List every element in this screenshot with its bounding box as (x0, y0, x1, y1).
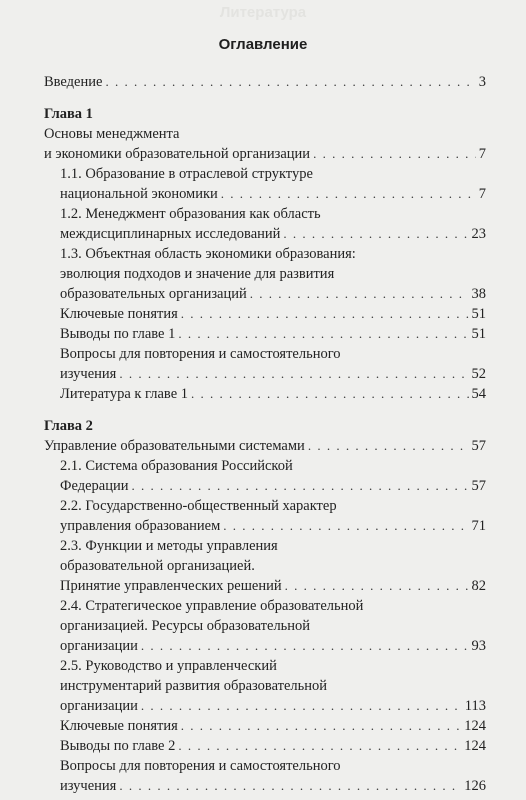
toc-entry-chapter-2[interactable] (44, 436, 486, 456)
toc-entry-questions-2[interactable] (60, 776, 486, 796)
dot-leader (250, 284, 469, 304)
toc-entry-text: Введение (44, 74, 103, 90)
toc-entry-text: 2.4. Стратегическое управление образовательной (60, 598, 364, 614)
dot-leader (178, 324, 468, 344)
toc-page-number: 38 (471, 286, 486, 302)
toc-page-number: 7 (478, 186, 486, 202)
toc-entry-1-3[interactable] (60, 284, 486, 304)
dot-leader (105, 72, 475, 92)
toc-entry-conclusions-1[interactable] (60, 324, 486, 344)
toc-entry-text: Ключевые понятия (60, 306, 178, 322)
toc-entry-text: 2.1. Система образования Российской (60, 458, 293, 474)
toc-entry-literature-1[interactable] (60, 384, 486, 404)
toc-entry-text: Основы менеджмента (44, 126, 180, 142)
toc-entry-introduction[interactable] (44, 72, 486, 92)
toc-page-number: 126 (464, 778, 486, 794)
toc-page-number: 71 (471, 518, 486, 534)
toc-entry-chapter-1[interactable] (44, 144, 486, 164)
toc-entry-text: Выводы по главе 1 (60, 326, 176, 342)
toc-entry-text: эволюция подходов и значение для развития (60, 266, 335, 282)
toc-entry-text: национальной экономики (60, 186, 218, 202)
dot-leader (141, 636, 469, 656)
toc-entry-text: Вопросы для повторения и самостоятельного (60, 758, 341, 774)
dot-leader (313, 144, 476, 164)
dot-leader (141, 696, 462, 716)
toc-page-number: 54 (471, 386, 486, 402)
toc-entry-questions-1[interactable] (60, 364, 486, 384)
dot-leader (283, 224, 468, 244)
toc-entry-text: инструментарий развития образовательной (60, 678, 328, 694)
dot-leader (181, 304, 469, 324)
toc-entry-text: изучения (60, 366, 117, 382)
dot-leader (119, 776, 461, 796)
dot-leader (223, 516, 468, 536)
dot-leader (221, 184, 476, 204)
toc-page-number: 124 (464, 738, 486, 754)
toc-entry-text: организации (60, 698, 138, 714)
toc-entry-2-4[interactable] (60, 636, 486, 656)
toc-entry-text: междисциплинарных исследований (60, 226, 281, 242)
toc-entry-text: 2.2. Государственно-общественный характер (60, 498, 337, 514)
chapter-2-heading: Глава 2 (44, 418, 93, 434)
toc-page-number: 7 (478, 146, 486, 162)
toc-entry-conclusions-2[interactable] (60, 736, 486, 756)
dot-leader (119, 364, 468, 384)
toc-entry-text: образовательных организаций (60, 286, 247, 302)
dot-leader (181, 716, 461, 736)
toc-entry-text: 2.5. Руководство и управленческий (60, 658, 277, 674)
toc-page-number: 52 (471, 366, 486, 382)
toc-entry-key-concepts-1[interactable] (60, 304, 486, 324)
toc-entry-2-3[interactable] (60, 576, 486, 596)
toc-entry-text: Принятие управленческих решений (60, 578, 282, 594)
toc-page-number: 124 (464, 718, 486, 734)
toc-entry-text: 1.3. Объектная область экономики образования: (60, 246, 356, 262)
toc-entry-text: образовательной организацией. (60, 558, 255, 574)
toc-entry-1-2[interactable] (60, 224, 486, 244)
toc-entry-2-2[interactable] (60, 516, 486, 536)
toc-entry-text: Управление образовательными системами (44, 438, 305, 454)
chapter-1-heading: Глава 1 (44, 106, 93, 122)
toc-entry-2-5[interactable] (60, 696, 486, 716)
toc-entry-2-1[interactable] (60, 476, 486, 496)
toc-page-number: 57 (471, 478, 486, 494)
toc-page-number: 57 (471, 438, 486, 454)
toc-entry-text: Федерации (60, 478, 129, 494)
toc-entry-text: организации (60, 638, 138, 654)
dot-leader (285, 576, 469, 596)
toc-entry-text: организацией. Ресурсы образовательной (60, 618, 311, 634)
toc-page-number: 23 (471, 226, 486, 242)
toc-entry-key-concepts-2[interactable] (60, 716, 486, 736)
toc-entry-text: управления образованием (60, 518, 221, 534)
toc-entry-text: Ключевые понятия (60, 718, 178, 734)
dot-leader (131, 476, 468, 496)
toc-entry-text: Литература к главе 1 (60, 386, 189, 402)
page-title: Оглавление (218, 36, 308, 53)
toc-entry-text: 1.1. Образование в отраслевой структуре (60, 166, 313, 182)
toc-entry-1-1[interactable] (60, 184, 486, 204)
dot-leader (178, 736, 461, 756)
toc-entry-text: и экономики образовательной организации (44, 146, 311, 162)
toc-entry-text: изучения (60, 778, 117, 794)
toc-entry-text: 1.2. Менеджмент образования как область (60, 206, 321, 222)
toc-entry-text: Вопросы для повторения и самостоятельного (60, 346, 341, 362)
toc-page-number: 93 (471, 638, 486, 654)
toc-page-number: 51 (471, 326, 486, 342)
toc-entry-text: Выводы по главе 2 (60, 738, 176, 754)
dot-leader (191, 384, 468, 404)
toc-page-number: 82 (471, 578, 486, 594)
toc-page-number: 3 (478, 74, 486, 90)
dot-leader (308, 436, 469, 456)
bleed-through-header: Литература (219, 4, 307, 21)
toc-page-number: 113 (464, 698, 486, 714)
toc-page-number: 51 (471, 306, 486, 322)
toc-entry-text: 2.3. Функции и методы управления (60, 538, 278, 554)
